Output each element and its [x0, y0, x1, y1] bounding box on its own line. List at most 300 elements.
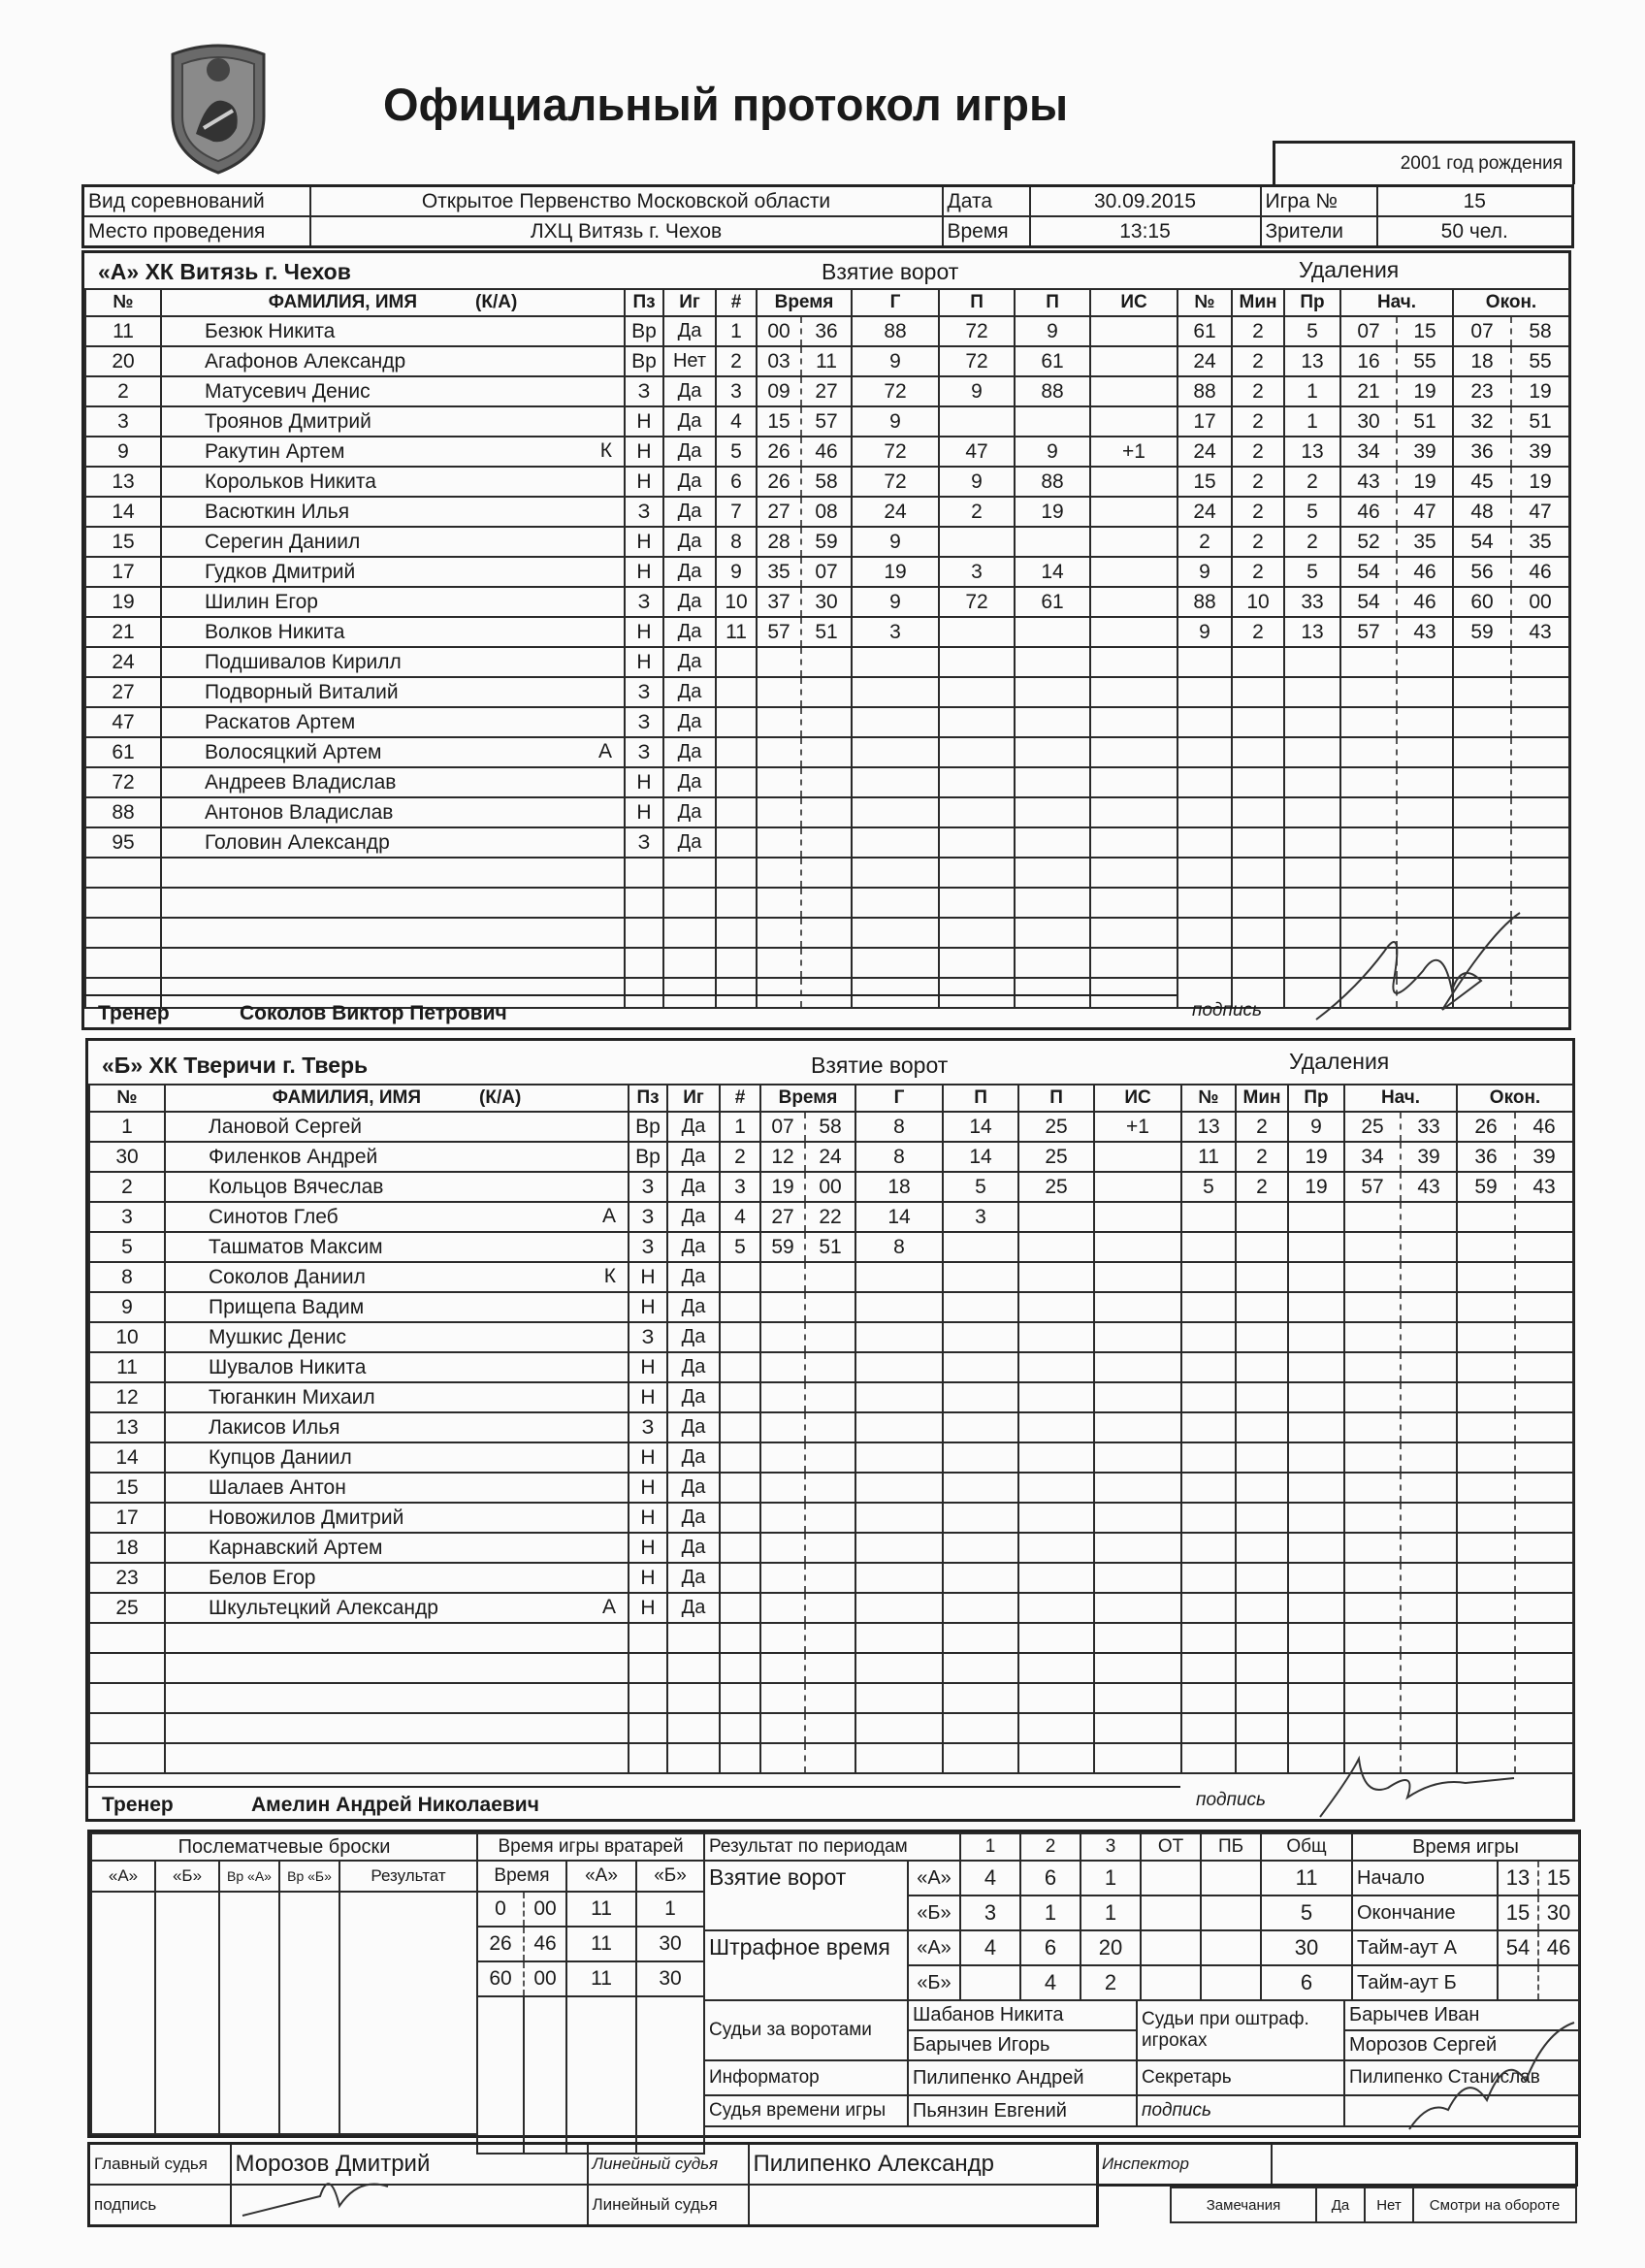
player-name — [161, 647, 625, 677]
goalie-b-number: 30 — [636, 1927, 704, 1961]
goal-scorer: 14 — [855, 1202, 943, 1232]
linesman-2-label: Линейный судья — [588, 2185, 749, 2226]
goal-number — [720, 1382, 760, 1412]
venue-value: ЛХЦ Витязь г. Чехов — [310, 216, 943, 247]
goal-second — [801, 858, 852, 888]
goal-scorer: 9 — [852, 527, 939, 557]
penalty-end-min — [1457, 1292, 1515, 1322]
goal-number: 5 — [720, 1232, 760, 1262]
player-played: Да — [663, 827, 716, 858]
goal-assist-1 — [939, 647, 1015, 677]
team-a-player-row — [85, 527, 716, 557]
player-name-text: Подворный Виталий — [205, 680, 399, 703]
penalty-reason — [1288, 1683, 1344, 1713]
goal-number — [720, 1473, 760, 1503]
time-label: Время — [943, 216, 1030, 247]
goal-assist-1: 5 — [943, 1172, 1018, 1202]
penalty-end-min — [1457, 1322, 1515, 1352]
team-b-penalty-row — [1181, 1503, 1573, 1533]
team-b-goal-row — [720, 1382, 1181, 1412]
team-b-signature — [1291, 1739, 1543, 1827]
team-a-player-row — [85, 587, 716, 617]
penalty-start-min — [1340, 647, 1397, 677]
penalty-reason — [1284, 707, 1340, 737]
team-a-player-row — [85, 497, 716, 527]
player-number: 3 — [89, 1202, 165, 1232]
period-ot-header: ОТ — [1141, 1833, 1201, 1861]
ka-header: (К/А) — [479, 1087, 522, 1108]
penalty-start-sec — [1401, 1382, 1457, 1412]
shootouts-title: Послематчевые броски — [91, 1833, 477, 1861]
player-number: 2 — [85, 376, 161, 406]
player-name — [165, 1593, 629, 1623]
goal-scorer — [855, 1623, 943, 1653]
team-a-player-row — [85, 827, 716, 858]
team-b-col-position: Пз — [629, 1085, 667, 1112]
penalty-minutes: 2 — [1232, 437, 1284, 467]
team-b-col-number: № — [89, 1085, 165, 1112]
player-name-text: Матусевич Денис — [205, 379, 371, 403]
period-total-header: Общ — [1261, 1833, 1352, 1861]
pim-team-a-period-5 — [1201, 1930, 1261, 1965]
goal-assist-1: 3 — [939, 557, 1015, 587]
penalty-reason — [1288, 1232, 1344, 1262]
team-b-goal-row — [720, 1322, 1181, 1352]
goal-assist-1 — [943, 1412, 1018, 1442]
player-played: Да — [667, 1503, 720, 1533]
penalty-end-sec — [1511, 737, 1569, 767]
team-a-penalty-row — [1177, 707, 1569, 737]
goal-assist-2: 9 — [1015, 437, 1090, 467]
goal-minute — [760, 1503, 805, 1533]
goal-minute: 15 — [757, 406, 801, 437]
player-position — [629, 1713, 667, 1743]
team-a-goal-row — [716, 767, 1177, 797]
informer-label: Информатор — [704, 2060, 908, 2095]
penalty-start-sec — [1401, 1352, 1457, 1382]
goal-minute — [760, 1683, 805, 1713]
penalty-end-sec — [1511, 858, 1569, 888]
goal-scorer — [852, 797, 939, 827]
goal-scorer: 72 — [852, 437, 939, 467]
referee-footer — [87, 2142, 1581, 2229]
penalty-end-sec: 46 — [1515, 1112, 1573, 1142]
pim-team-b-period-2: 4 — [1020, 1965, 1081, 2000]
competition-value: Открытое Первенство Московской области — [310, 186, 943, 217]
player-name-text: Волосяцкий Артем — [205, 740, 382, 763]
goal-second — [805, 1352, 855, 1382]
goal-number — [720, 1533, 760, 1563]
penalty-minutes: 2 — [1232, 557, 1284, 587]
team-a-penalty-row — [1177, 497, 1569, 527]
penalty-end-min — [1457, 1593, 1515, 1623]
secretary-label: Секретарь — [1137, 2060, 1344, 2095]
player-played: Нет — [663, 346, 716, 376]
team-b-penalty-row — [1181, 1473, 1573, 1503]
team-a-penalty-row — [1177, 406, 1569, 437]
goal-assist-2 — [1015, 707, 1090, 737]
goal-second — [805, 1533, 855, 1563]
player-played: Да — [663, 467, 716, 497]
player-played: Да — [667, 1142, 720, 1172]
penalty-start-sec — [1401, 1653, 1457, 1683]
penalty-end-sec — [1515, 1202, 1573, 1232]
team-a-goal-row — [716, 948, 1177, 978]
player-position: Н — [629, 1352, 667, 1382]
goal-strength — [1094, 1593, 1181, 1623]
player-position: Н — [625, 527, 663, 557]
penalty-reason: 2 — [1284, 527, 1340, 557]
chief-referee-label: Главный судья — [89, 2144, 231, 2186]
penalty-start-min — [1340, 767, 1397, 797]
penalty-player: 24 — [1177, 437, 1232, 467]
goalie-a-number: 11 — [566, 1927, 636, 1961]
penalty-player — [1177, 797, 1232, 827]
goal-number — [716, 948, 757, 978]
goal-second — [805, 1412, 855, 1442]
penalty-start-sec — [1401, 1503, 1457, 1533]
player-played — [667, 1683, 720, 1713]
timekeeper-value: Пьянзин Евгений — [908, 2095, 1137, 2126]
goal-strength — [1090, 737, 1177, 767]
shootouts-table — [90, 1832, 478, 2135]
goalie-a-number: 11 — [566, 1961, 636, 1996]
goal-scorer — [852, 888, 939, 918]
player-played: Да — [667, 1322, 720, 1352]
penalty-start-sec — [1401, 1412, 1457, 1442]
goal-minute: 12 — [760, 1142, 805, 1172]
penalty-start-min — [1344, 1262, 1401, 1292]
goal-assist-1: 72 — [939, 316, 1015, 346]
team-a-col-goal-scorer: Г — [852, 289, 939, 316]
penalty-end-min — [1453, 647, 1511, 677]
shootouts-col-gk-a: Вр «А» — [219, 1861, 279, 1892]
penalty-minutes — [1232, 767, 1284, 797]
goal-assist-2 — [1018, 1623, 1094, 1653]
penalty-end-min — [1453, 797, 1511, 827]
player-played: Да — [667, 1202, 720, 1232]
goal-assist-2 — [1018, 1232, 1094, 1262]
goal-assist-2 — [1018, 1563, 1094, 1593]
player-name — [165, 1292, 629, 1322]
team-b-penalty-row — [1181, 1683, 1573, 1713]
goal-scorer — [855, 1563, 943, 1593]
penalty-start-min: 16 — [1340, 346, 1397, 376]
player-number — [85, 858, 161, 888]
goal-assist-2 — [1015, 737, 1090, 767]
player-name-text: Синотов Глеб — [209, 1205, 339, 1228]
goal-second — [801, 767, 852, 797]
goal-assist-2 — [1018, 1533, 1094, 1563]
goal-scorer — [855, 1292, 943, 1322]
goal-assist-2 — [1018, 1743, 1094, 1773]
team-a-goal-row — [716, 467, 1177, 497]
goal-scorer — [855, 1442, 943, 1473]
team-a-player-row — [85, 797, 716, 827]
team-a-goal-row — [716, 677, 1177, 707]
team-b-goal-row — [720, 1653, 1181, 1683]
goal-second — [805, 1382, 855, 1412]
goal-strength — [1094, 1352, 1181, 1382]
player-position: Н — [629, 1593, 667, 1623]
penalty-reason — [1288, 1382, 1344, 1412]
penalty-reason: 13 — [1284, 346, 1340, 376]
player-name-text: Антонов Владислав — [205, 800, 394, 824]
team-a-signature — [1297, 893, 1549, 1029]
goal-second: 24 — [805, 1142, 855, 1172]
penalty-player: 88 — [1177, 587, 1232, 617]
player-number: 14 — [85, 497, 161, 527]
team-b-penalty-row — [1181, 1563, 1573, 1593]
goals-team-b-team: «Б» — [908, 1895, 960, 1930]
penalty-player — [1181, 1202, 1236, 1232]
penalty-minutes — [1236, 1352, 1288, 1382]
goal-strength — [1090, 406, 1177, 437]
team-b-player-row — [89, 1473, 720, 1503]
goal-second — [805, 1473, 855, 1503]
goals-team-b-period-6: 5 — [1261, 1895, 1352, 1930]
pim-team-b-period-5 — [1201, 1965, 1261, 2000]
goal-scorer: 9 — [852, 346, 939, 376]
player-number: 9 — [89, 1292, 165, 1322]
penalty-minutes: 2 — [1236, 1112, 1288, 1142]
goal-strength — [1094, 1292, 1181, 1322]
player-name — [165, 1623, 629, 1653]
goalie-time-sec: 00 — [524, 1892, 566, 1927]
goal-assist-2 — [1018, 1653, 1094, 1683]
penalty-start-min — [1344, 1202, 1401, 1232]
player-name-text: Серегин Даниил — [205, 530, 361, 553]
goal-strength — [1090, 888, 1177, 918]
penalty-start-min — [1340, 677, 1397, 707]
penalty-reason: 1 — [1284, 406, 1340, 437]
shootouts-cell — [279, 1892, 339, 2134]
game-time-title: Время игры — [1352, 1833, 1579, 1861]
penalty-start-sec: 39 — [1401, 1142, 1457, 1172]
player-position: З — [629, 1172, 667, 1202]
team-b-player-row — [89, 1563, 720, 1593]
goal-second — [805, 1713, 855, 1743]
period-2-header: 2 — [1020, 1833, 1081, 1861]
penalty-reason — [1288, 1262, 1344, 1292]
penalty-end-min: 48 — [1453, 497, 1511, 527]
penalty-minutes: 2 — [1232, 316, 1284, 346]
remarks-no[interactable]: Нет — [1365, 2187, 1413, 2222]
pim-team-a-team: «А» — [908, 1930, 960, 1965]
player-name — [161, 677, 625, 707]
team-a-coach-label: Тренер — [98, 1002, 170, 1024]
player-name-text: Кольцов Вячеслав — [209, 1175, 384, 1198]
team-b-goal-row — [720, 1262, 1181, 1292]
player-number: 61 — [85, 737, 161, 767]
player-position: Н — [629, 1292, 667, 1322]
penalty-reason: 5 — [1284, 557, 1340, 587]
goal-strength — [1090, 918, 1177, 948]
penalty-start-min — [1340, 827, 1397, 858]
penalty-player: 9 — [1177, 617, 1232, 647]
team-b-penalty-row — [1181, 1202, 1573, 1232]
goal-assist-1 — [939, 617, 1015, 647]
player-name — [165, 1382, 629, 1412]
penalty-end-sec: 46 — [1511, 557, 1569, 587]
remarks-yes[interactable]: Да — [1316, 2187, 1365, 2222]
goal-assist-1 — [939, 948, 1015, 978]
goal-second — [805, 1442, 855, 1473]
goal-assist-2 — [1015, 948, 1090, 978]
penalty-start-min: 34 — [1340, 437, 1397, 467]
team-a-col-assist-2: П — [1015, 289, 1090, 316]
penalty-end-sec — [1515, 1593, 1573, 1623]
penalty-minutes: 2 — [1232, 527, 1284, 557]
penalty-end-min: 59 — [1457, 1172, 1515, 1202]
penalty-end-min: 59 — [1453, 617, 1511, 647]
penalty-reason — [1288, 1653, 1344, 1683]
penalty-start-min: 43 — [1340, 467, 1397, 497]
goal-minute — [760, 1322, 805, 1352]
goal-minute — [757, 858, 801, 888]
penalty-reason — [1288, 1503, 1344, 1533]
game-time-minute — [1538, 1965, 1579, 2000]
penalty-end-sec: 00 — [1511, 587, 1569, 617]
penalty-start-min — [1344, 1382, 1401, 1412]
penalty-start-min — [1344, 1292, 1401, 1322]
shootouts-cell — [339, 1892, 477, 2134]
goal-second — [805, 1653, 855, 1683]
penalty-player: 24 — [1177, 346, 1232, 376]
team-b-player-row — [89, 1653, 720, 1683]
pim-team-a — [704, 1930, 1352, 1965]
goal-assist-1: 14 — [943, 1142, 1018, 1172]
penalty-minutes — [1232, 888, 1284, 918]
penalty-start-min — [1340, 797, 1397, 827]
penalty-end-min — [1457, 1412, 1515, 1442]
goal-strength: +1 — [1090, 437, 1177, 467]
goal-second: 51 — [805, 1232, 855, 1262]
player-position: З — [625, 707, 663, 737]
goal-second — [805, 1292, 855, 1322]
penalty-minutes — [1232, 827, 1284, 858]
penalty-player — [1181, 1473, 1236, 1503]
goal-assist-2: 61 — [1015, 587, 1090, 617]
penalty-minutes — [1236, 1442, 1288, 1473]
team-a-player-row — [85, 918, 716, 948]
player-name-text: Филенков Андрей — [209, 1145, 378, 1168]
team-b-player-row — [89, 1683, 720, 1713]
team-b-penalty-row — [1181, 1142, 1573, 1172]
player-position: З — [625, 376, 663, 406]
penalty-start-sec — [1401, 1593, 1457, 1623]
goal-number — [720, 1322, 760, 1352]
player-name — [161, 797, 625, 827]
team-a-goal-row — [716, 376, 1177, 406]
team-a-penalty-row — [1177, 797, 1569, 827]
penalty-player: 61 — [1177, 316, 1232, 346]
chief-referee-signature-label: подпись — [89, 2185, 231, 2226]
goalie-a-number: 11 — [566, 1892, 636, 1927]
goal-minute — [757, 647, 801, 677]
penalty-start-min — [1344, 1412, 1401, 1442]
goalie-time-col-a: «А» — [566, 1861, 636, 1892]
goal-number: 3 — [720, 1172, 760, 1202]
pim-team-a-label: Штрафное время — [704, 1930, 908, 2000]
player-played: Да — [663, 406, 716, 437]
player-name — [161, 376, 625, 406]
team-b-player-row — [89, 1503, 720, 1533]
goal-assist-2 — [1018, 1352, 1094, 1382]
penalty-start-sec: 15 — [1397, 316, 1453, 346]
player-name — [161, 346, 625, 376]
game-time-label: Начало — [1352, 1861, 1498, 1895]
penalty-reason: 5 — [1284, 497, 1340, 527]
penalty-reason — [1284, 677, 1340, 707]
goal-number — [716, 767, 757, 797]
penalty-start-sec — [1397, 767, 1453, 797]
shootouts-col-a: «А» — [91, 1861, 155, 1892]
goal-assist-1 — [939, 677, 1015, 707]
goal-minute: 26 — [757, 437, 801, 467]
goal-scorer — [855, 1653, 943, 1683]
team-a-player-row — [85, 346, 716, 376]
team-b-goal-row — [720, 1352, 1181, 1382]
goal-scorer — [855, 1382, 943, 1412]
shootouts-cell — [219, 1892, 279, 2134]
goals-team-a-label: Взятие ворот — [704, 1861, 908, 1930]
player-name-text: Гудков Дмитрий — [205, 560, 356, 583]
inspector-label: Инспектор — [1097, 2144, 1272, 2186]
team-a-player-row — [85, 677, 716, 707]
team-a-penalties-title: Удаления — [1299, 257, 1400, 282]
team-a-player-row — [85, 467, 716, 497]
goal-number — [720, 1442, 760, 1473]
player-name-text: Васюткин Илья — [205, 500, 350, 523]
player-played: Да — [667, 1473, 720, 1503]
remarks-see-back: Смотри на обороте — [1413, 2187, 1576, 2222]
goal-scorer — [855, 1713, 943, 1743]
penalty-player: 17 — [1177, 406, 1232, 437]
penalty-reason: 19 — [1288, 1172, 1344, 1202]
player-number: 2 — [89, 1172, 165, 1202]
player-name — [165, 1653, 629, 1683]
penalty-start-sec: 19 — [1397, 467, 1453, 497]
penalty-end-min — [1457, 1442, 1515, 1473]
goal-assist-2: 25 — [1018, 1172, 1094, 1202]
team-b-goal-row — [720, 1142, 1181, 1172]
player-played: Да — [667, 1533, 720, 1563]
player-position — [625, 918, 663, 948]
penalty-end-min — [1457, 1533, 1515, 1563]
goal-minute — [757, 948, 801, 978]
player-played: Да — [663, 527, 716, 557]
penalty-end-sec: 43 — [1515, 1172, 1573, 1202]
player-name-text: Троянов Дмитрий — [205, 409, 371, 433]
player-number: 8 — [89, 1262, 165, 1292]
penalty-player — [1181, 1412, 1236, 1442]
team-b-player-row — [89, 1352, 720, 1382]
team-b-penalty-row — [1181, 1382, 1573, 1412]
player-name — [165, 1533, 629, 1563]
player-name — [165, 1232, 629, 1262]
penalty-start-sec — [1397, 707, 1453, 737]
penalty-reason — [1288, 1352, 1344, 1382]
goal-strength — [1094, 1563, 1181, 1593]
player-number — [89, 1683, 165, 1713]
pim-team-b-period-1 — [960, 1965, 1020, 2000]
goal-number — [716, 647, 757, 677]
penalty-end-min: 56 — [1453, 557, 1511, 587]
penalty-start-min: 54 — [1340, 557, 1397, 587]
player-number — [85, 918, 161, 948]
player-name-text: Лакисов Илья — [209, 1415, 340, 1439]
